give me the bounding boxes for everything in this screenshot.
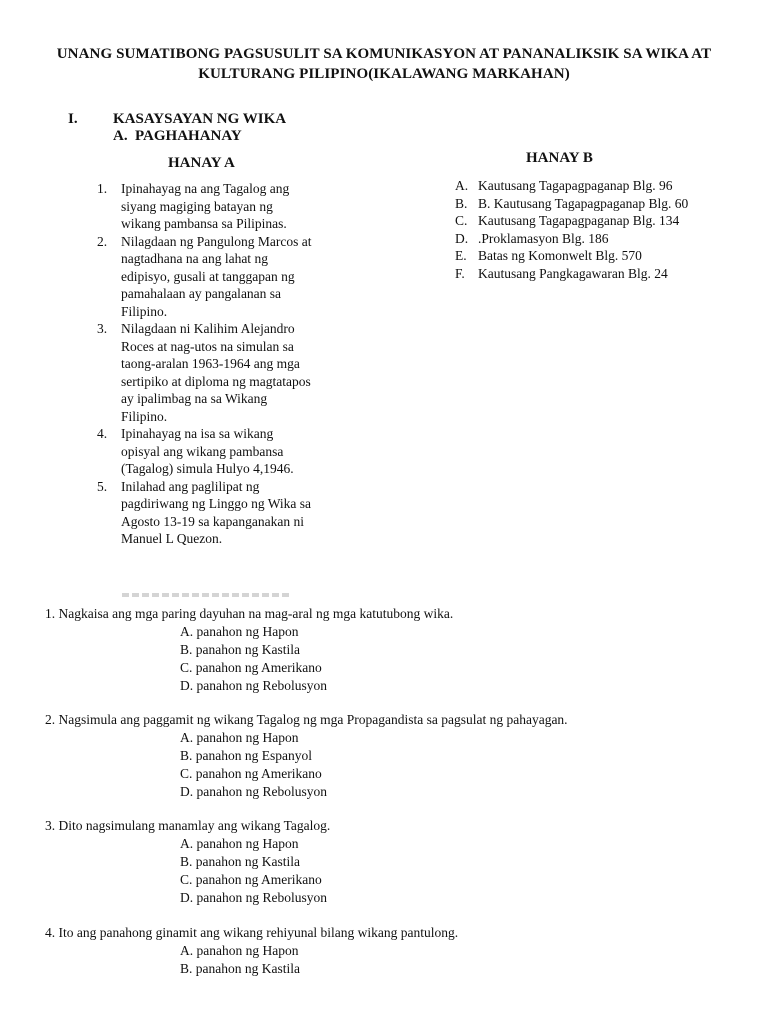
subsection-letter: A. [113,128,128,144]
hanay-b-item [455,212,695,230]
question-block [45,924,458,978]
option-b: B. panahon ng Kastila [180,961,300,976]
hanay-b-item [455,195,695,213]
option-c: C. panahon ng Amerikano [180,660,322,675]
document-title [40,44,728,84]
question-block [45,711,568,801]
item-text: Ipinahayag na ang Tagalog ang siyang magiging batayan ng wikang pambansa sa Pilipinas. [121,181,290,231]
option-c: C. panahon ng Amerikano [180,872,322,887]
item-text: Kautusang Tagapagpaganap Blg. 96 [478,178,673,193]
item-text: Inilahad ang paglilipat ng pagdiriwang ng Linggo ng Wika sa Agosto 13-19 sa kapanganakan ni Manuel L Quezon. [121,478,312,546]
item-text: .Proklamasyon Blg. 186 [478,230,609,246]
item-text: Kautusang Tagapagpaganap Blg. 134 [478,213,680,228]
item-number: 2. [97,233,108,249]
title-line-1: UNANG SUMATIBONG PAGSUSULIT SA KOMUNIKASYON AT PANANALIKSIK SA WIKA AT [56,46,712,62]
hanay-b-item [455,230,695,248]
option-b: B. panahon ng Kastila [180,854,300,869]
hanay-b-heading: HANAY B [526,150,593,166]
hanay-a-item [97,425,312,478]
item-letter: D. [455,230,469,246]
option-a: A. panahon ng Hapon [180,624,299,639]
section-title: KASAYSAYAN NG WIKA [113,111,287,127]
item-text: Nilagdaan ni Kalihim Alejandro Roces at nag-utos na simulan sa taong-aralan 1963-1964 ang mga sertipiko at diploma ng magtatapos ay ipalimbag na sa Wikang Filipino. [121,321,311,424]
faded-divider [122,593,292,597]
option-c: C. panahon ng Amerikano [180,766,322,781]
hanay-b-item [455,265,695,283]
hanay-a-item [97,180,312,233]
item-number: 3. [97,321,108,336]
question-text: 3. Dito nagsimulang manamlay ang wikang Tagalog. [45,818,331,833]
section-numeral: I. [68,111,78,127]
hanay-b-list [455,177,695,282]
item-letter: C. [455,213,468,228]
hanay-a-heading: HANAY A [168,155,235,171]
item-text: Batas ng Komonwelt Blg. 570 [478,248,642,263]
item-text: B. Kautusang Tagapagpaganap Blg. 60 [478,195,689,211]
option-b: B. panahon ng Espanyol [180,748,312,763]
item-number: 5. [97,478,108,494]
item-text: Ipinahayag na isa sa wikang opisyal ang wikang pambansa (Tagalog) simula Hulyo 4,1946. [121,426,294,476]
option-a: A. panahon ng Hapon [180,730,299,745]
option-a: A. panahon ng Hapon [180,943,299,958]
hanay-b-item [455,247,695,265]
title-line-2: KULTURANG PILIPINO(IKALAWANG MARKAHAN) [198,66,570,82]
subsection-title: PAGHAHANAY [135,128,242,144]
question-text: 2. Nagsimula ang paggamit ng wikang Tagalog ng mga Propagandista sa pagsulat ng pahayagan. [45,712,568,727]
hanay-b-item [455,177,695,195]
hanay-a-item [97,478,312,548]
question-text: 4. Ito ang panahong ginamit ang wikang rehiyunal bilang wikang pantulong. [45,925,459,940]
hanay-a-list [97,180,312,548]
item-letter: A. [455,178,469,193]
question-text: 1. Nagkaisa ang mga paring dayuhan na mag-aral ng mga katutubong wika. [45,606,454,621]
option-d: D. panahon ng Rebolusyon [180,784,327,799]
option-d: D. panahon ng Rebolusyon [180,890,327,905]
item-letter: E. [455,248,467,263]
question-block [45,605,453,695]
hanay-a-item [97,233,312,321]
option-a: A. panahon ng Hapon [180,836,299,851]
question-block [45,817,330,907]
item-letter: F. [455,265,465,281]
item-text: Kautusang Pangkagawaran Blg. 24 [478,265,668,281]
item-number: 1. [97,181,108,196]
option-b: B. panahon ng Kastila [180,642,300,657]
item-letter: B. [455,195,468,211]
option-d: D. panahon ng Rebolusyon [180,678,327,693]
hanay-a-item [97,320,312,425]
item-text: Nilagdaan ng Pangulong Marcos at nagtadhana na ang lahat ng edipisyo, gusali at tanggapan ng pamahalaan ay pangalanan sa Filipino. [121,233,312,319]
item-number: 4. [97,426,108,441]
